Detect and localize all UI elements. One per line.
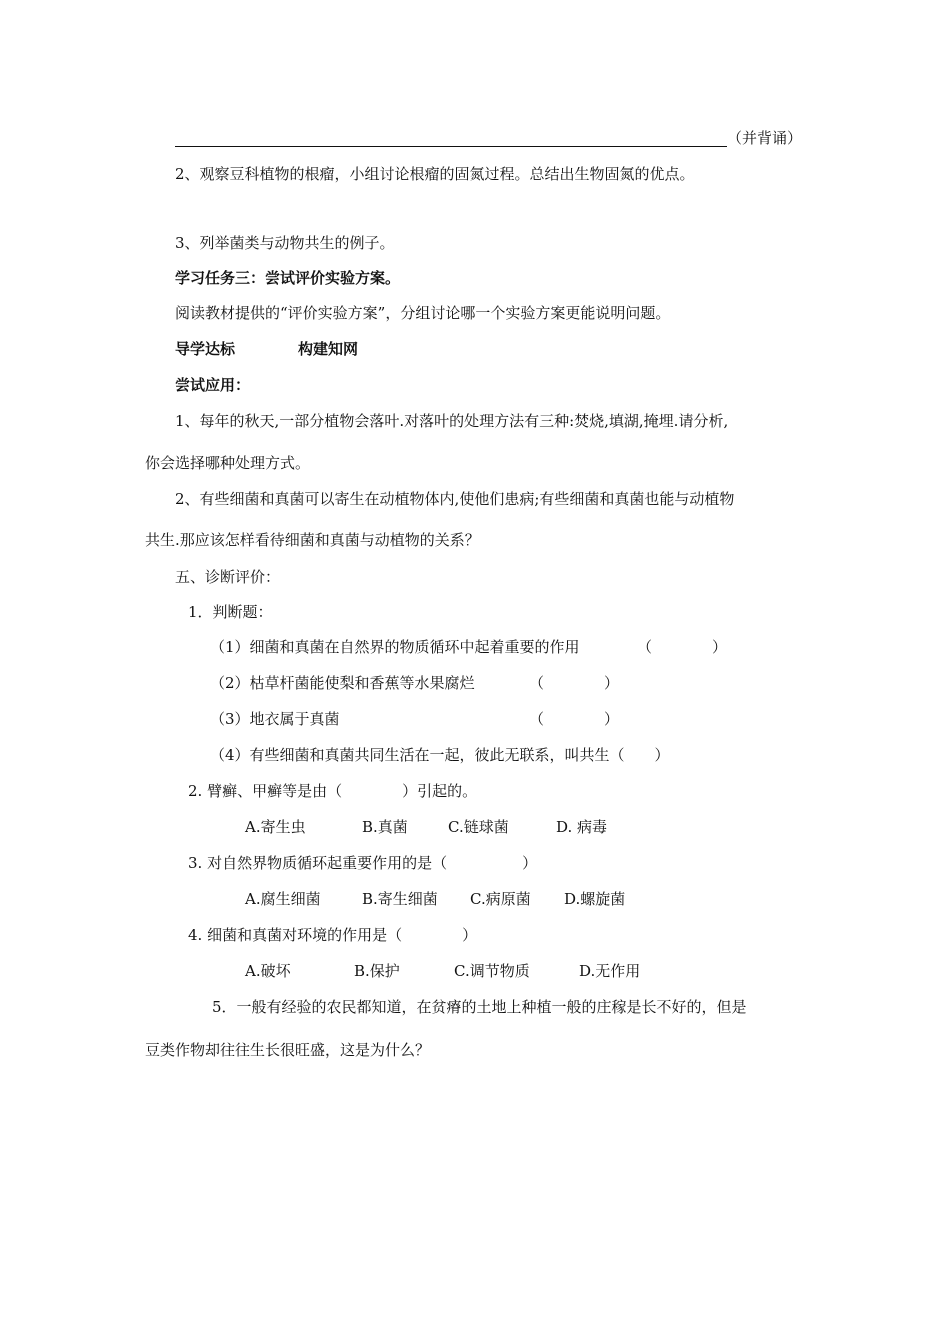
mc-option: B.保护 (354, 962, 400, 980)
apply-question-2-line2: 共生.那应该怎样看待细菌和真菌与动植物的关系？ (145, 531, 480, 549)
mc-option: D. 病毒 (556, 818, 608, 836)
question-symbiosis-examples: 3、列举菌类与动物共生的例子。 (175, 234, 395, 252)
judge-item: （2）枯草杆菌能使梨和香蕉等水果腐烂 (210, 674, 475, 692)
question-5-line1: 5．一般有经验的农民都知道，在贫瘠的土地上种植一般的庄稼是长不好的，但是 (212, 998, 747, 1016)
heading-guide: 导学达标 (175, 340, 236, 358)
mc-option: D.无作用 (579, 962, 641, 980)
judge-blank: （ ） (529, 710, 620, 728)
mc-option: A.寄生虫 (245, 818, 306, 836)
judge-item: （3）地衣属于真菌 (210, 710, 340, 728)
judge-blank: （ ） (529, 674, 620, 692)
question-5-line2: 豆类作物却往往生长很旺盛，这是为什么？ (145, 1041, 431, 1059)
task3-description: 阅读教材提供的“评价实验方案”，分组讨论哪一个实验方案更能说明问题。 (175, 304, 671, 322)
mc-option: C.调节物质 (454, 962, 530, 980)
apply-question-1-line2: 你会选择哪种处理方式。 (145, 454, 311, 472)
apply-question-2-line1: 2、有些细菌和真菌可以寄生在动植物体内,使他们患病;有些细菌和真菌也能与动植物 (175, 490, 735, 508)
fill-in-underline (175, 146, 727, 147)
section-diagnosis: 五、诊断评价： (175, 568, 281, 586)
mc-option: A.破坏 (245, 962, 291, 980)
apply-question-1-line1: 1、每年的秋天,一部分植物会落叶.对落叶的处理方法有三种:焚烧,填湖,掩埋.请分析, (175, 412, 729, 430)
apply-title: 尝试应用： (175, 376, 251, 394)
judge-item: （1）细菌和真菌在自然界的物质循环中起着重要的作用 (210, 638, 580, 656)
mc-option: D.螺旋菌 (564, 890, 626, 908)
heading-build: 构建知网 (298, 340, 359, 358)
mc-option: C.链球菌 (448, 818, 509, 836)
judge-blank: （ ） (637, 638, 728, 656)
task3-title: 学习任务三：尝试评价实验方案。 (175, 269, 401, 287)
mc-option: B.真菌 (362, 818, 408, 836)
recite-note: （并背诵） (727, 129, 803, 147)
judge-title: 1．判断题： (188, 603, 273, 621)
mc-option: B.寄生细菌 (362, 890, 438, 908)
mc-question-3: 3. 对自然界物质循环起重要作用的是（ ） (188, 854, 538, 872)
mc-question-4: 4. 细菌和真菌对环境的作用是（ ） (188, 926, 478, 944)
mc-question-2: 2. 臂癣、甲癣等是由（ ）引起的。 (188, 782, 478, 800)
mc-option: A.腐生细菌 (245, 890, 321, 908)
judge-item: （4）有些细菌和真菌共同生活在一起，彼此无联系，叫共生（ ） (210, 746, 670, 764)
question-observe-nodules: 2、观察豆科植物的根瘤，小组讨论根瘤的固氮过程。总结出生物固氮的优点。 (175, 165, 695, 183)
mc-option: C.病原菌 (470, 890, 531, 908)
